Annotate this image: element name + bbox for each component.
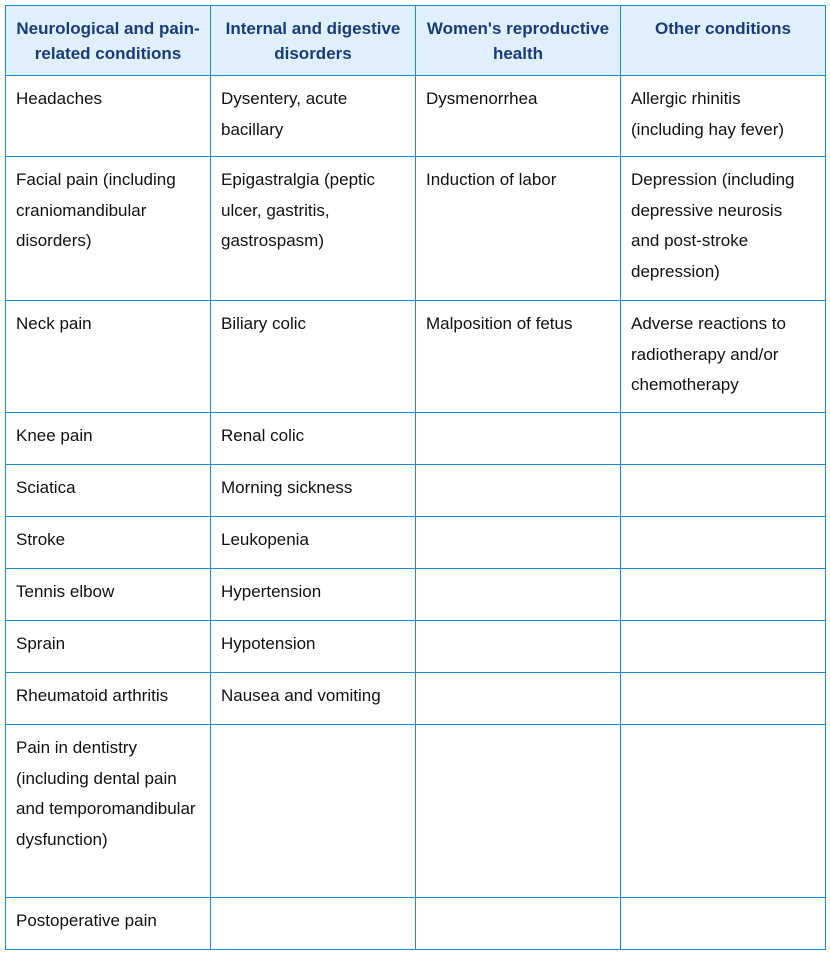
table-cell: Dysmenorrhea	[416, 76, 621, 157]
table-row	[6, 157, 826, 301]
header-womens-reproductive: Women's reproductive health	[416, 6, 621, 76]
table-row	[6, 673, 826, 725]
table-cell: Adverse reactions to radiotherapy and/or chemotherapy	[621, 301, 826, 413]
table-row	[6, 413, 826, 465]
table-cell	[621, 673, 826, 725]
table-row	[6, 465, 826, 517]
table-cell: Dysentery, acute bacillary	[211, 76, 416, 157]
table-cell: Neck pain	[6, 301, 211, 413]
table-cell	[416, 673, 621, 725]
table-cell: Rheumatoid arthritis	[6, 673, 211, 725]
table-cell: Headaches	[6, 76, 211, 157]
table-cell	[416, 465, 621, 517]
table-cell	[416, 569, 621, 621]
table-cell	[621, 569, 826, 621]
table-cell: Facial pain (including craniomandibular disorders)	[6, 157, 211, 301]
table-cell: Depression (including depressive neurosis and post-stroke depression)	[621, 157, 826, 301]
table-row	[6, 621, 826, 673]
table-cell: Biliary colic	[211, 301, 416, 413]
table-cell	[416, 621, 621, 673]
table-cell	[621, 413, 826, 465]
table-row	[6, 301, 826, 413]
table-cell: Postoperative pain	[6, 898, 211, 950]
table-cell	[621, 465, 826, 517]
table-cell: Malposition of fetus	[416, 301, 621, 413]
table-cell: Hypertension	[211, 569, 416, 621]
conditions-table	[5, 5, 826, 950]
table-cell: Renal colic	[211, 413, 416, 465]
header-other: Other conditions	[621, 6, 826, 76]
table-cell: Pain in dentistry (including dental pain and temporomandibular dysfunction)	[6, 725, 211, 898]
header-neurological: Neurological and pain-related conditions	[6, 6, 211, 76]
table-cell	[621, 725, 826, 898]
table-cell: Induction of labor	[416, 157, 621, 301]
table-cell	[621, 517, 826, 569]
table-cell: Nausea and vomiting	[211, 673, 416, 725]
header-internal-digestive: Internal and digestive disorders	[211, 6, 416, 76]
table-cell: Knee pain	[6, 413, 211, 465]
table-cell: Epigastralgia (peptic ulcer, gastritis, gastrospasm)	[211, 157, 416, 301]
table-cell	[211, 725, 416, 898]
table-cell: Sprain	[6, 621, 211, 673]
table-cell	[416, 517, 621, 569]
table-cell	[621, 621, 826, 673]
table-cell: Leukopenia	[211, 517, 416, 569]
table-row	[6, 898, 826, 950]
table-row	[6, 517, 826, 569]
table-cell: Sciatica	[6, 465, 211, 517]
table-cell: Hypotension	[211, 621, 416, 673]
table-cell	[416, 725, 621, 898]
table-cell: Morning sickness	[211, 465, 416, 517]
table-cell: Tennis elbow	[6, 569, 211, 621]
table-row	[6, 569, 826, 621]
header-row	[6, 6, 826, 76]
table-cell	[621, 898, 826, 950]
table-cell	[211, 898, 416, 950]
table-row	[6, 76, 826, 157]
table-cell: Stroke	[6, 517, 211, 569]
table-cell: Allergic rhinitis (including hay fever)	[621, 76, 826, 157]
table-cell	[416, 898, 621, 950]
table-cell	[416, 413, 621, 465]
table-row	[6, 725, 826, 898]
